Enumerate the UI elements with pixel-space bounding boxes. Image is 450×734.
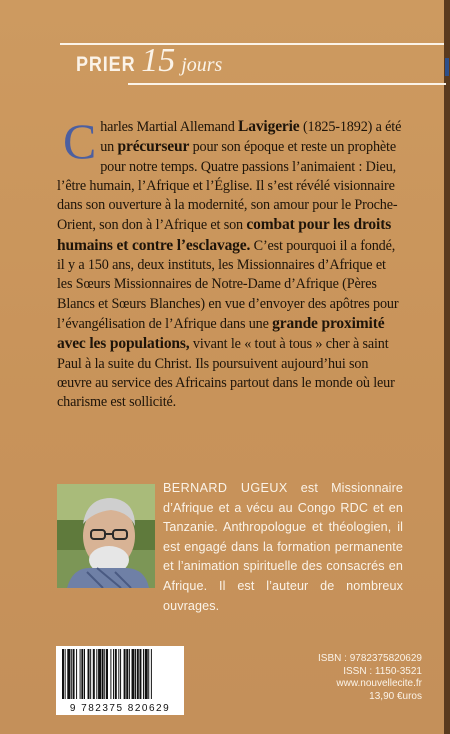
drop-cap: C [63,113,97,169]
author-bio [163,479,403,616]
summary-text-3: pour son époque et reste un prophète pour notre temps. Quatre passions l’animaient : Dieu, l’être humain, l’Afrique et l’Église. Il s’est révélé visionnaire dans son ouverture à la modernité, son amour pour le Proche-Orient, son don à l’Afrique et son [57,139,398,234]
summary-paragraph [57,113,403,412]
summary-text-1: harles Martial Allemand [100,119,239,135]
series-title [76,44,222,84]
summary-bold-3: combat pour les droits humains et contre l’esclavage. [57,216,392,254]
summary-text-2: (1825-1892) a été un [100,119,402,156]
barcode-bars [60,649,180,701]
barcode-digits: 9 782375 820629 [69,703,171,714]
series-unit: jours [181,54,223,76]
author-photo [57,484,155,588]
barcode [56,646,184,715]
website-link[interactable]: www.nouvellecite.fr [336,678,422,689]
spine-mark [445,58,449,76]
book-meta [318,653,422,703]
book-summary [57,113,403,412]
series-number: 15 [141,42,176,79]
summary-bold-4: grande proximité avec les populations, [57,314,385,353]
summary-bold-2: précurseur [117,138,190,156]
issn-line: ISSN : 1150-3521 [343,665,422,677]
price-line: 13,90 €uros [369,690,422,702]
header-underline [128,83,446,85]
isbn-line: ISBN : 9782375820629 [318,653,422,664]
summary-text-5: vivant le « tout à tous » cher à saint Paul à la suite du Christ. Ils poursuivent aujourd’hui son œuvre au service des Africains partout dans le monde où leur charisme est sollicité. [57,336,395,411]
spine-edge [444,0,450,734]
author-bio-text: est Missionnaire d’Afrique et a vécu au Congo RDC et en Tanzanie. Anthropologue et théologien, il est engagé dans la formation permanente et l’animation spirituelle des consacrés en Afrique. Il est l’auteur de nombreux ouvrages. [163,481,403,613]
series-word: PRIER [76,53,136,76]
author-name: BERNARD UGEUX [163,481,288,495]
summary-bold-1: Lavigerie [238,118,300,135]
summary-text-4: C’est pourquoi il a fondé, il y a 150 ans, deux instituts, les Missionnaires d’Afrique et les Sœurs Missionnaires de Notre-Dame d’Afrique (Pères Blancs et Sœurs Blanches) en vue d’envoyer des apôtres pour l’évangélisation de l’Afrique dans une [57,237,399,332]
